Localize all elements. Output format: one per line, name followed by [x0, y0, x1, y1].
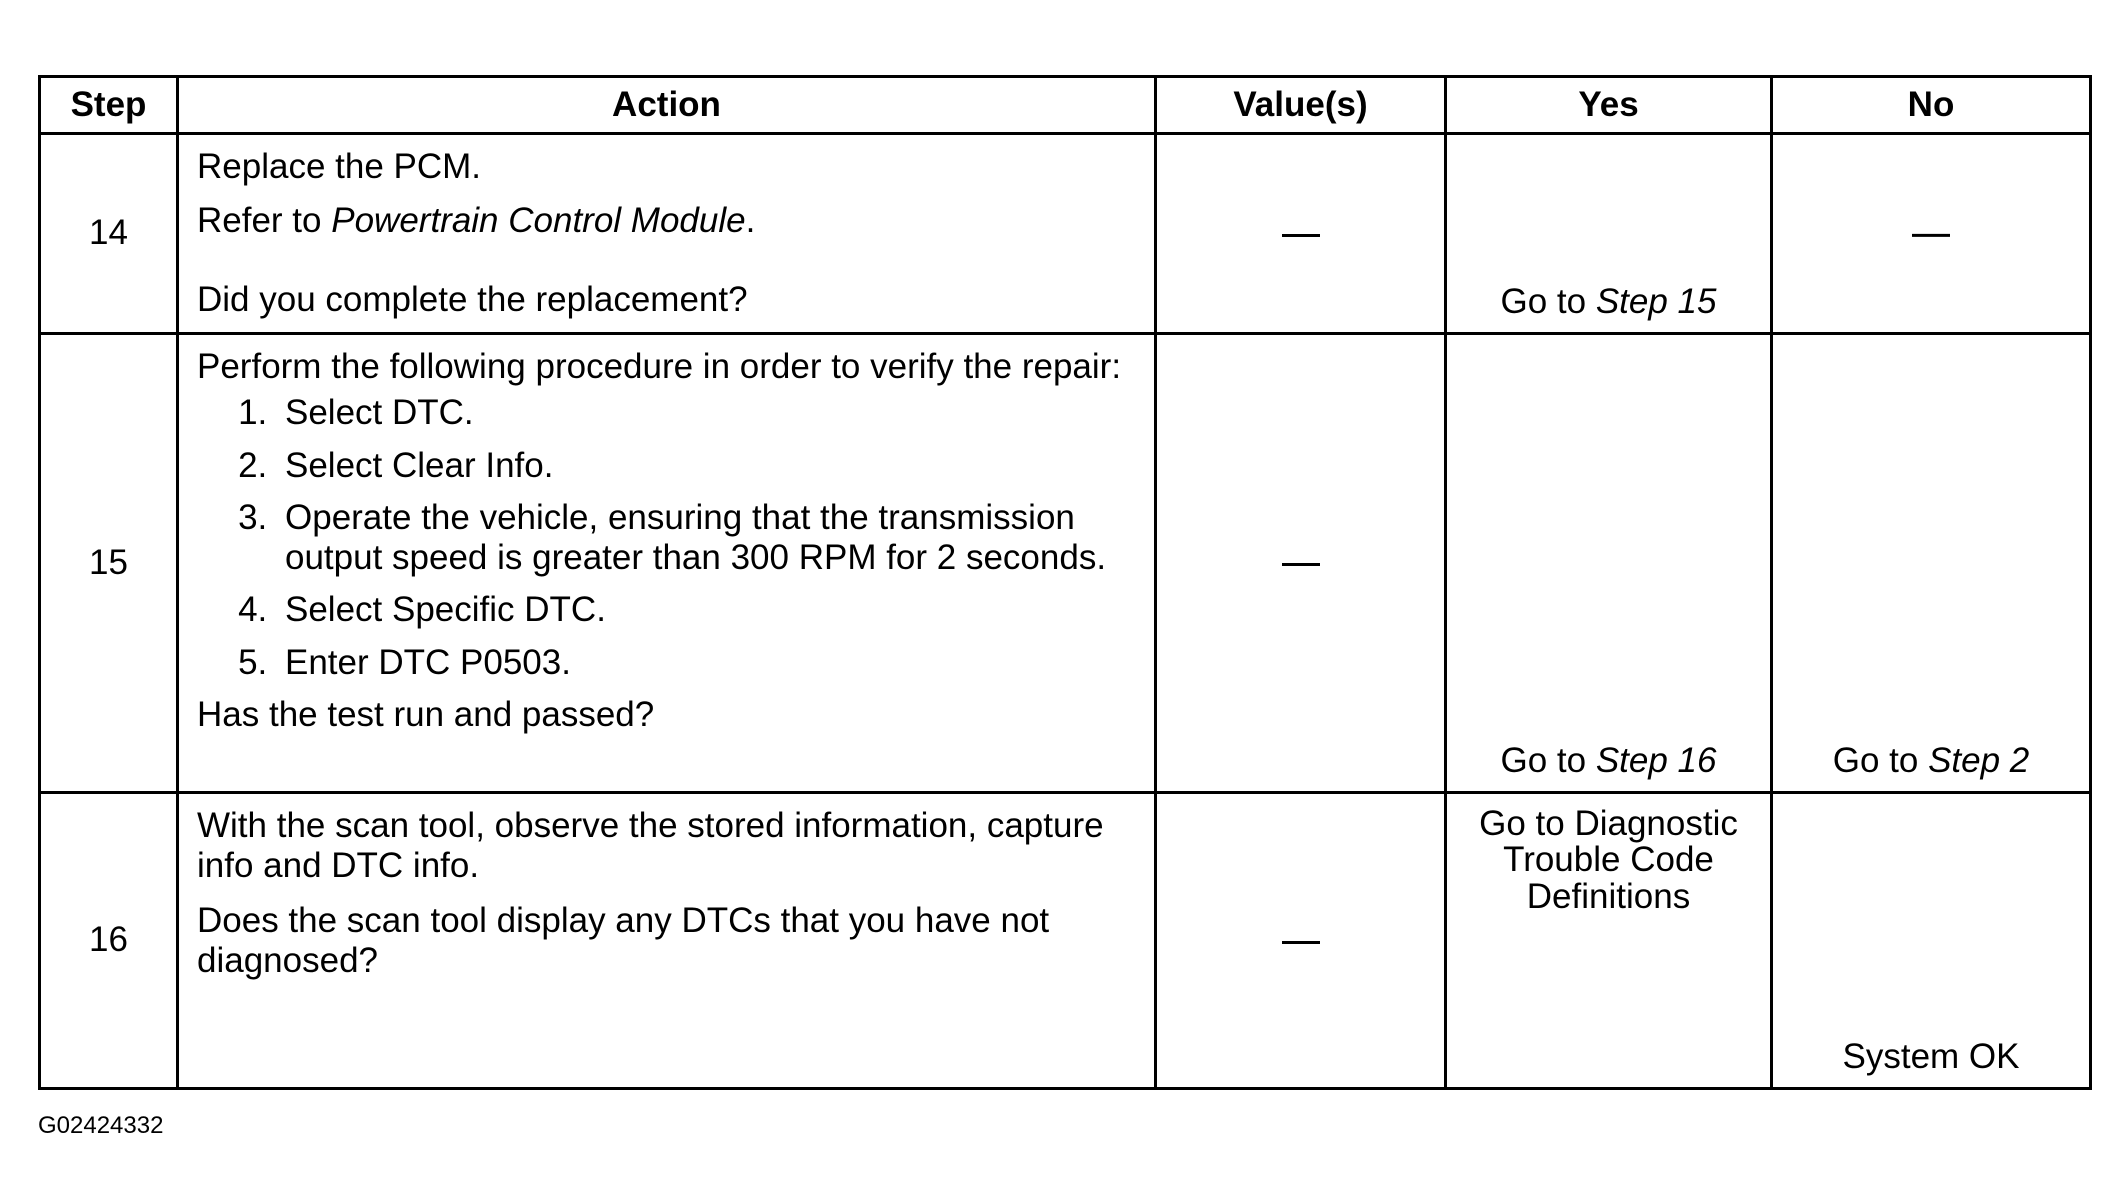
action-cell: [178, 793, 1156, 1089]
action-reference: [197, 201, 1140, 241]
yes-prefix: Go to: [1500, 281, 1596, 321]
figure-id: G02424332: [38, 1112, 164, 1139]
action-question: Has the test run and passed?: [197, 694, 655, 734]
procedure-list: [197, 393, 1140, 683]
yes-line: Go to Diagnostic: [1479, 804, 1738, 843]
table-row-step-14: [40, 134, 2091, 334]
yes-step-link[interactable]: Step 15: [1595, 281, 1717, 321]
yes-answer[interactable]: [1447, 282, 1770, 322]
procedure-step: 2. Select Clear Info.: [277, 446, 1140, 486]
header-action: Action: [178, 77, 1156, 134]
action-cell: [178, 134, 1156, 334]
dash-mark: [1282, 941, 1320, 944]
reference-prefix: Refer to: [197, 201, 332, 241]
step-number: 16: [40, 793, 178, 1089]
no-cell: [1772, 793, 2091, 1089]
no-answer: [1773, 213, 2089, 253]
procedure-step: 1. Select DTC.: [277, 393, 1140, 433]
yes-prefix: Go to: [1500, 740, 1596, 780]
header-step: Step: [40, 77, 178, 134]
header-values: Value(s): [1156, 77, 1446, 134]
value-cell: [1156, 334, 1446, 793]
reference-link[interactable]: Powertrain Control Module: [331, 201, 746, 241]
yes-answer[interactable]: [1447, 794, 1770, 915]
no-answer[interactable]: [1773, 741, 2089, 781]
no-step-link[interactable]: Step 2: [1928, 740, 2030, 780]
table-row-step-16: [40, 793, 2091, 1089]
step-number: 14: [40, 134, 178, 334]
yes-cell: [1446, 793, 1772, 1089]
action-question: Does the scan tool display any DTCs that you have not diagnosed?: [197, 900, 1050, 980]
yes-cell: [1446, 334, 1772, 793]
yes-line: Definitions: [1526, 876, 1691, 916]
action-intro: Perform the following procedure in order to verify the repair:: [197, 347, 1122, 386]
value-cell: [1156, 134, 1446, 334]
dash-mark: [1282, 234, 1320, 237]
reference-suffix: .: [745, 201, 756, 241]
yes-cell: [1446, 134, 1772, 334]
action-text: With the scan tool, observe the stored information, capture info and DTC info.: [197, 806, 1104, 886]
dash-mark: [1282, 563, 1320, 566]
action-text: Replace the PCM.: [197, 147, 482, 186]
action-cell: [178, 334, 1156, 793]
procedure-step: 5. Enter DTC P0503.: [277, 643, 1140, 683]
diagnostic-table: [38, 75, 2092, 1090]
dash-mark: [1912, 234, 1950, 237]
table-row-step-15: [40, 334, 2091, 793]
no-cell: [1772, 334, 2091, 793]
header-no: No: [1772, 77, 2091, 134]
action-question: Did you complete the replacement?: [197, 279, 748, 319]
no-answer: System OK: [1842, 1036, 2020, 1076]
header-yes: Yes: [1446, 77, 1772, 134]
yes-step-link[interactable]: Step 16: [1595, 740, 1717, 780]
no-prefix: Go to: [1832, 740, 1929, 780]
procedure-step: 3. Operate the vehicle, ensuring that the transmission output speed is greater than 300 RPM for 2 seconds.: [277, 498, 1140, 579]
procedure-step: 4. Select Specific DTC.: [277, 590, 1140, 630]
value-cell: [1156, 793, 1446, 1089]
no-cell: [1772, 134, 2091, 334]
yes-answer[interactable]: [1447, 741, 1770, 781]
header-row: [40, 77, 2091, 134]
step-number: 15: [40, 334, 178, 793]
yes-line: Trouble Code: [1503, 840, 1714, 880]
